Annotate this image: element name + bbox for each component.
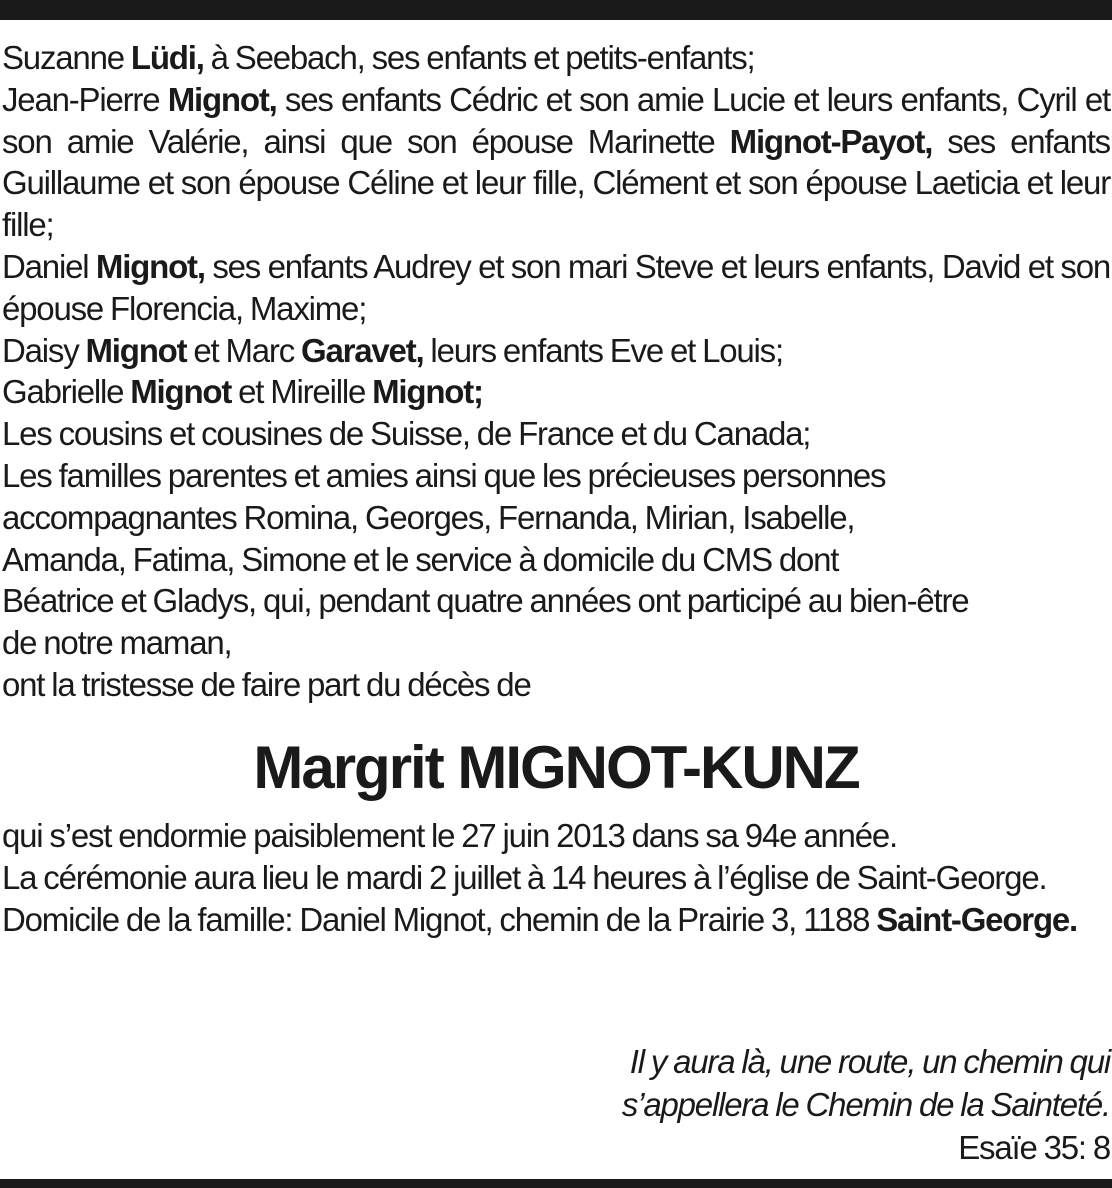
family-name: Garavet,	[300, 331, 424, 369]
family-name: Mignot,	[167, 80, 277, 118]
entry-text: Daisy	[2, 331, 86, 369]
mourner-entry-cousins: Les cousins et cousines de Suisse, de France et du Canada;	[2, 415, 811, 453]
announcement-closing: ont la tristesse de faire part du décès de	[2, 665, 531, 703]
mourner-entry-daniel	[2, 246, 1110, 330]
family-name: Mignot-Payot,	[729, 122, 933, 160]
entry-text: Daniel	[2, 247, 96, 285]
verse-line-1: Il y aura là, une route, un chemin qui	[629, 1043, 1110, 1080]
deceased-name: Margrit MIGNOT-KUNZ	[253, 734, 859, 801]
families-line-2: accompagnantes Romina, Georges, Fernanda, Mirian, Isabelle,	[2, 498, 855, 536]
entry-text: leurs enfants Eve et Louis;	[423, 331, 783, 369]
ceremony-info: La cérémonie aura lieu le mardi 2 juillet à 14 heures à l’église de Saint-George.	[2, 858, 1047, 896]
entry-text: à Seebach, ses enfants et petits-enfants;	[203, 39, 755, 76]
family-name: Lüdi,	[130, 39, 204, 76]
domicile-place: Saint-George.	[876, 900, 1078, 938]
entry-text: ses enfants Cédric et son amie Lucie et leurs enfants, Cyril et son amie Valérie, ainsi que son épouse Marinette	[2, 80, 1110, 160]
families-line-3: Amanda, Fatima, Simone et le service à domicile du CMS dont	[2, 540, 839, 578]
families-line-1: Les familles parentes et amies ainsi que les précieuses personnes	[2, 456, 886, 494]
entry-text: Jean-Pierre	[2, 80, 168, 118]
families-line-4: Béatrice et Gladys, qui, pendant quatre années ont participé au bien-être	[2, 582, 969, 620]
family-name: Mignot;	[372, 373, 483, 411]
mourner-entry-luedi	[2, 37, 1110, 79]
mourner-entry-daisy	[2, 330, 1110, 372]
entry-text: Suzanne	[2, 39, 131, 76]
family-name: Mignot	[85, 331, 187, 369]
bottom-rule	[0, 1179, 1112, 1188]
entry-text: et Marc	[186, 331, 301, 369]
family-name: Mignot,	[95, 247, 205, 285]
domicile-text: Domicile de la famille: Daniel Mignot, chemin de la Prairie 3, 1188	[2, 900, 877, 938]
entry-text: ses enfants Audrey et son mari Steve et leurs enfants, David et son épouse Florencia, Maxime;	[2, 247, 1110, 327]
verse-line-2: s’appellera le Chemin de la Sainteté.	[621, 1086, 1110, 1123]
families-line-5: de notre maman,	[2, 624, 232, 662]
entry-text: et Mireille	[231, 373, 373, 411]
mourner-entry-gabrielle	[2, 371, 1110, 413]
passing-statement: qui s’est endormie paisiblement le 27 juin 2013 dans sa 94e année.	[2, 817, 897, 854]
bible-verse	[410, 1040, 1110, 1169]
entry-text: Gabrielle	[2, 373, 131, 411]
ceremony-details	[2, 815, 1110, 940]
family-name: Mignot	[130, 373, 232, 411]
mourners-list	[2, 37, 1110, 706]
mourner-entry-jean-pierre	[2, 79, 1110, 246]
entry-text: ses enfants Guillaume et son épouse Céline et leur fille, Clément et son épouse Laeticia et leur fille;	[2, 122, 1110, 244]
top-rule	[0, 0, 1112, 20]
family-domicile	[2, 899, 1110, 941]
verse-reference: Esaïe 35: 8	[958, 1129, 1110, 1166]
